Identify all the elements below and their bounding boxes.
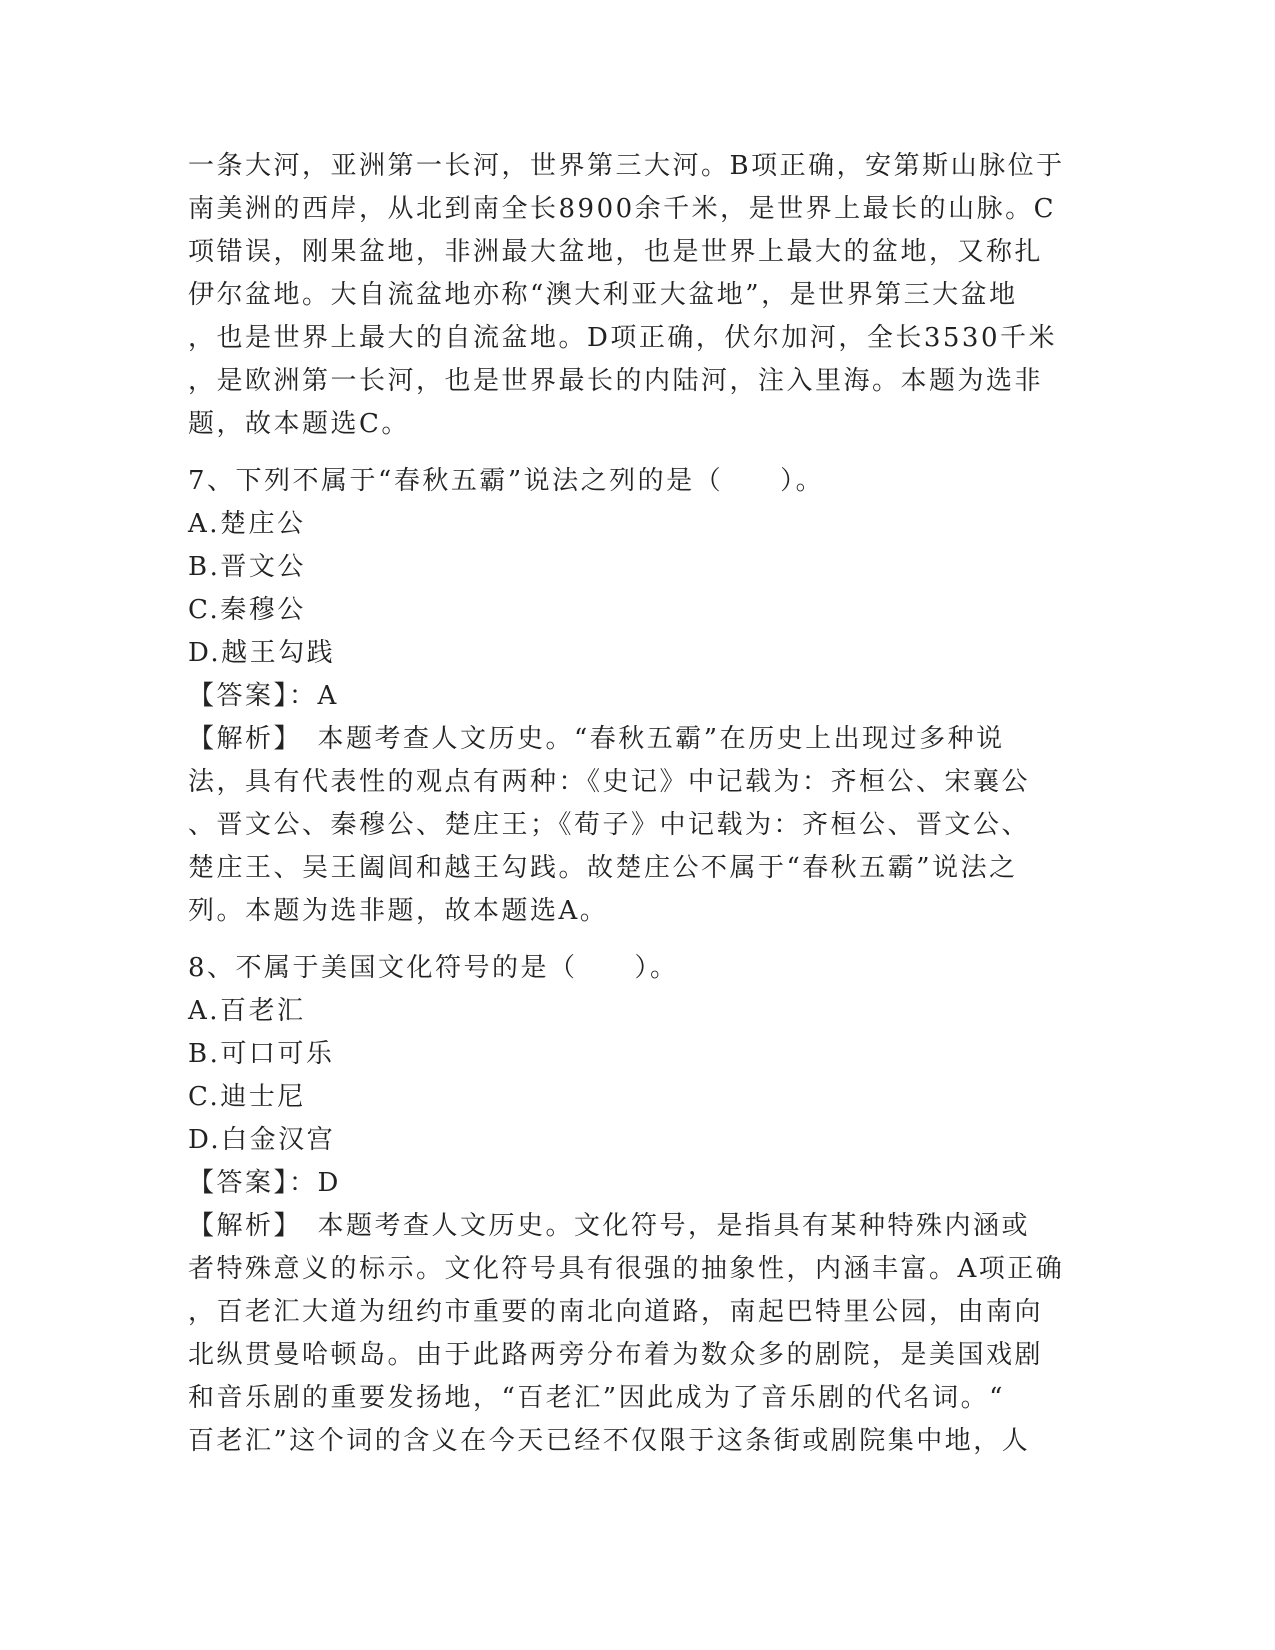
analysis-line: 楚庄王、吴王阖闾和越王勾践。故楚庄公不属于“春秋五霸”说法之 [188,853,1018,883]
spacer [188,446,1088,460]
analysis-line: 【解析】 本题考查人文历史。“春秋五霸”在历史上出现过多种说 [188,724,1005,754]
option-c: C.秦穆公 [188,595,306,625]
text-line: ，也是世界上最大的自流盆地。D项正确，伏尔加河，全长3530千米 [188,323,1058,353]
option-b: B.晋文公 [188,552,306,582]
answer-line: 【答案】：A [188,681,339,711]
answer-line: 【答案】：D [188,1168,341,1198]
option-a: A.楚庄公 [188,509,306,539]
analysis-line: 【解析】 本题考查人文历史。文化符号，是指具有某种特殊内涵或 [188,1211,1031,1241]
question-stem: 7、下列不属于“春秋五霸”说法之列的是（ ）。 [188,466,825,496]
spacer [188,933,1088,947]
option-b: B.可口可乐 [188,1039,335,1069]
text-line: 题，故本题选C。 [188,409,410,439]
text-line: 一条大河，亚洲第一长河，世界第三大河。B项正确，安第斯山脉位于 [188,151,1065,181]
analysis-line: 者特殊意义的标示。文化符号具有很强的抽象性，内涵丰富。A项正确 [188,1254,1065,1284]
text-line: 项错误，刚果盆地，非洲最大盆地，也是世界上最大的盆地，又称扎 [188,237,1044,267]
question-7 [188,460,1088,933]
analysis-line: 列。本题为选非题，故本题选A。 [188,896,609,926]
question-8 [188,947,1088,1463]
text-line: 伊尔盆地。大自流盆地亦称“澳大利亚大盆地”，是世界第三大盆地 [188,280,1018,310]
option-a: A.百老汇 [188,996,306,1026]
option-c: C.迪士尼 [188,1082,306,1112]
analysis-line: 百老汇”这个词的含义在今天已经不仅限于这条街或剧院集中地，人 [188,1426,1031,1456]
option-d: D.越王勾践 [188,638,336,668]
text-line: 南美洲的西岸，从北到南全长8900余千米，是世界上最长的山脉。C [188,194,1057,224]
analysis-line: ，百老汇大道为纽约市重要的南北向道路，南起巴特里公园，由南向 [188,1297,1044,1327]
text-line: ，是欧洲第一长河，也是世界最长的内陆河，注入里海。本题为选非 [188,366,1044,396]
analysis-line: 、晋文公、秦穆公、楚庄王；《荀子》中记载为：齐桓公、晋文公、 [188,810,1031,840]
analysis-line: 北纵贯曼哈顿岛。由于此路两旁分布着为数众多的剧院，是美国戏剧 [188,1340,1044,1370]
analysis-line: 法，具有代表性的观点有两种：《史记》中记载为：齐桓公、宋襄公 [188,767,1031,797]
analysis-line: 和音乐剧的重要发扬地，“百老汇”因此成为了音乐剧的代名词。“ [188,1383,1005,1413]
document-page [188,145,1088,1463]
option-d: D.白金汉宫 [188,1125,336,1155]
intro-paragraph [188,145,1088,446]
question-stem: 8、不属于美国文化符号的是（ ）。 [188,953,679,983]
